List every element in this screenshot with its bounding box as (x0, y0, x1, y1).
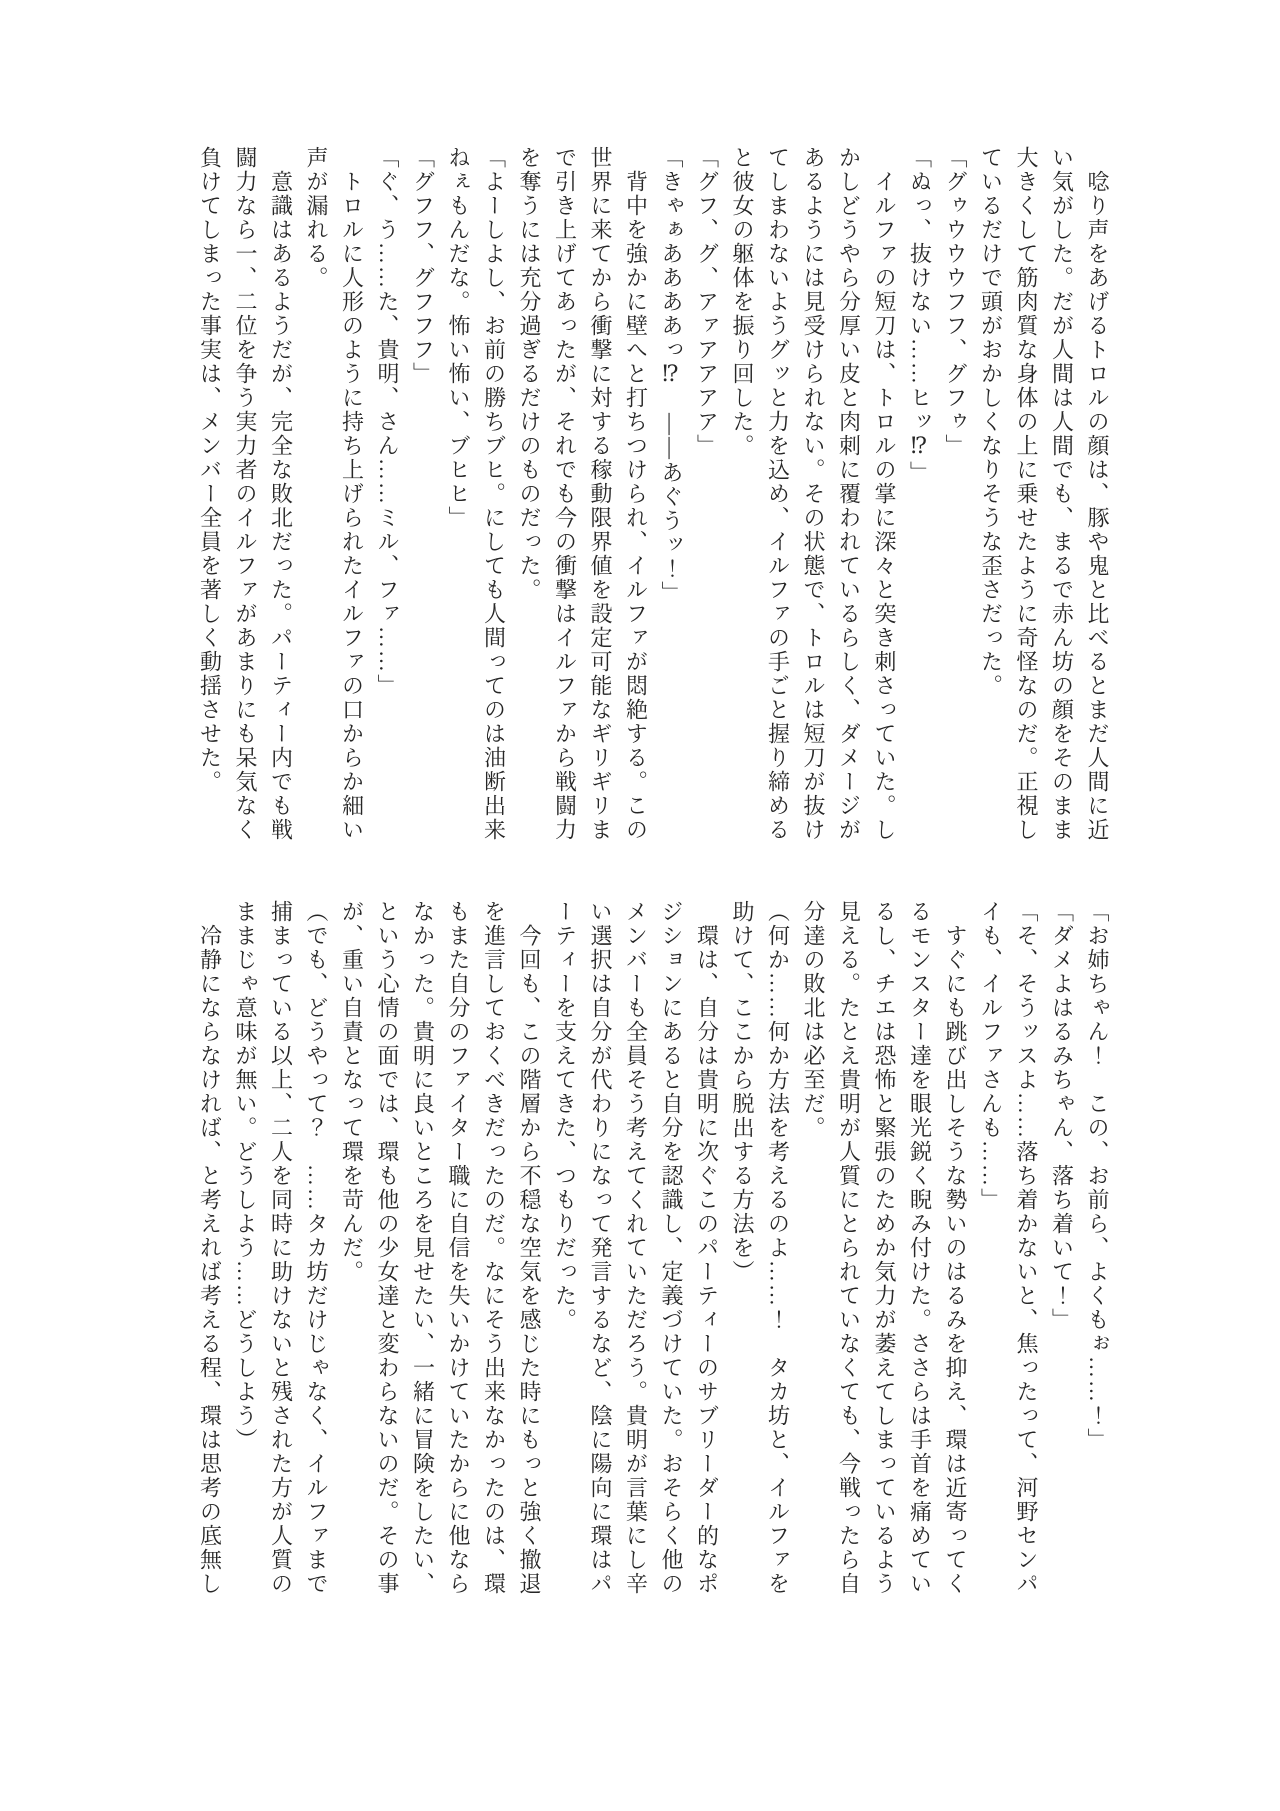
text-line: 「ぬっ、抜けない……ヒッ⁉」 (907, 146, 933, 485)
text-line: 負けてしまった事実は、メンバー全員を著しく動揺させた。 (197, 146, 223, 794)
text-line: 「きゃぁああああっ⁉ ――あぐうッ！」 (659, 146, 684, 605)
text-line: という心情の面では、環も他の少女達と変わらないのだ。その事 (375, 900, 400, 1596)
text-line: メンバーも全員そう考えてくれていただろう。貴明が言葉にし辛 (623, 900, 649, 1596)
narrative-text-block-top (192, 146, 1115, 848)
text-line: ままじゃ意味が無い。どうしよう……どうしよう） (233, 900, 258, 1452)
narrative-text-block-bottom (192, 900, 1115, 1602)
text-line: 「ぐ、う……た、貴明、さん……ミル、ファ……」 (375, 146, 400, 698)
text-line: 「グゥウウウフフ、グフゥ」 (943, 146, 968, 458)
text-line: （何か……何か方法を考えるのよ……！ タカ坊と、イルファを (765, 900, 791, 1596)
text-line: トロルに人形のように持ち上げられたイルファの口からか細い (339, 146, 365, 842)
text-line: すぐにも跳び出しそうな勢いのはるみを抑え、環は近寄ってく (943, 900, 968, 1596)
text-line: 冷静にならなければ、と考えれば考える程、環は思考の底無し (197, 900, 223, 1596)
text-line: 助けて、ここから脱出する方法を） (730, 900, 755, 1284)
text-line: ジションにあると自分を認識し、定義づけていた。おそらく他の (659, 900, 684, 1596)
text-line: イルファの短刀は、トロルの掌に深々と突き刺さっていた。し (872, 146, 897, 842)
text-line: を進言しておくべきだったのだ。なにそう出来なかったのは、環 (481, 900, 507, 1596)
text-line: （でも、どうやって？ ……タカ坊だけじゃなく、イルファまで (304, 900, 329, 1596)
text-line: てしまわないようグッと力を込め、イルファの手ごと握り締める (765, 146, 791, 842)
text-line: 見える。たとえ貴明が人質にとられていなくても、今戦ったら自 (836, 900, 862, 1596)
text-line: 意識はあるようだが、完全な敗北だった。パーティー内でも戦 (268, 146, 294, 842)
text-line: ねぇもんだな。怖い怖い、ブヒヒ」 (446, 146, 471, 530)
text-line: るモンスター達を眼光鋭く睨み付けた。ささらは手首を痛めてい (907, 900, 933, 1596)
text-line: ーティーを支えてきた、つもりだった。 (552, 900, 578, 1332)
text-line: 捕まっている以上、二人を同時に助けないと残された方が人質の (268, 900, 294, 1596)
text-line: 唸り声をあげるトロルの顔は、豚や鬼と比べるとまだ人間に近 (1085, 146, 1110, 842)
text-line: い気がした。だが人間は人間でも、まるで赤ん坊の顔をそのまま (1049, 146, 1075, 842)
text-line: 環は、自分は貴明に次ぐこのパーティーのサブリーダー的なポ (694, 900, 720, 1596)
text-line: 「ダメよはるみちゃん、落ち着いて！」 (1049, 900, 1075, 1332)
text-line: なかった。貴明に良いところを見せたい、一緒に冒険をしたい、 (410, 900, 436, 1596)
text-line: を奪うには充分過ぎるだけのものだった。 (517, 146, 542, 602)
text-line: 「そ、そうッスよ……落ち着かないと、焦ったって、河野センパ (1014, 900, 1039, 1596)
text-line: るし、チエは恐怖と緊張のためか気力が萎えてしまっているよう (872, 900, 897, 1596)
text-line: もまた自分のファイター職に自信を失いかけていたからに他なら (446, 900, 471, 1596)
text-line: イも、イルファさんも……」 (978, 900, 1004, 1212)
text-line: 闘力なら一、二位を争う実力者のイルファがあまりにも呆気なく (233, 146, 258, 842)
text-line: 「グフ、グ、アァアアアア」 (694, 146, 720, 458)
text-line: で引き上げてあったが、それでも今の衝撃はイルファから戦闘力 (552, 146, 578, 842)
text-line: 「グフフ、グフフフ」 (410, 146, 436, 386)
text-line: と彼女の躯体を振り回した。 (730, 146, 755, 458)
text-line: が、重い自責となって環を苛んだ。 (339, 900, 365, 1284)
text-line: 今回も、この階層から不穏な空気を感じた時にもっと強く撤退 (517, 900, 542, 1596)
text-line: い選択は自分が代わりになって発言するなど、陰に陽向に環はパ (588, 900, 613, 1596)
text-line: 「よーしよし、お前の勝ちブヒ。にしても人間ってのは油断出来 (481, 146, 507, 842)
text-line: 分達の敗北は必至だ。 (801, 900, 826, 1140)
text-line: 世界に来てから衝撃に対する稼動限界値を設定可能なギリギリま (588, 146, 613, 842)
text-line: ているだけで頭がおかしくなりそうな歪さだった。 (978, 146, 1004, 698)
text-line: 背中を強かに壁へと打ちつけられ、イルファが悶絶する。この (623, 146, 649, 842)
text-line: 大きくして筋肉質な身体の上に乗せたように奇怪なのだ。正視し (1014, 146, 1039, 842)
text-line: 「お姉ちゃん！ この、お前ら、よくもぉ……！」 (1085, 900, 1110, 1452)
text-line: 声が漏れる。 (304, 146, 329, 290)
text-line: あるようには見受けられない。その状態で、トロルは短刀が抜け (801, 146, 826, 842)
text-line: かしどうやら分厚い皮と肉刺に覆われているらしく、ダメージが (836, 146, 862, 842)
